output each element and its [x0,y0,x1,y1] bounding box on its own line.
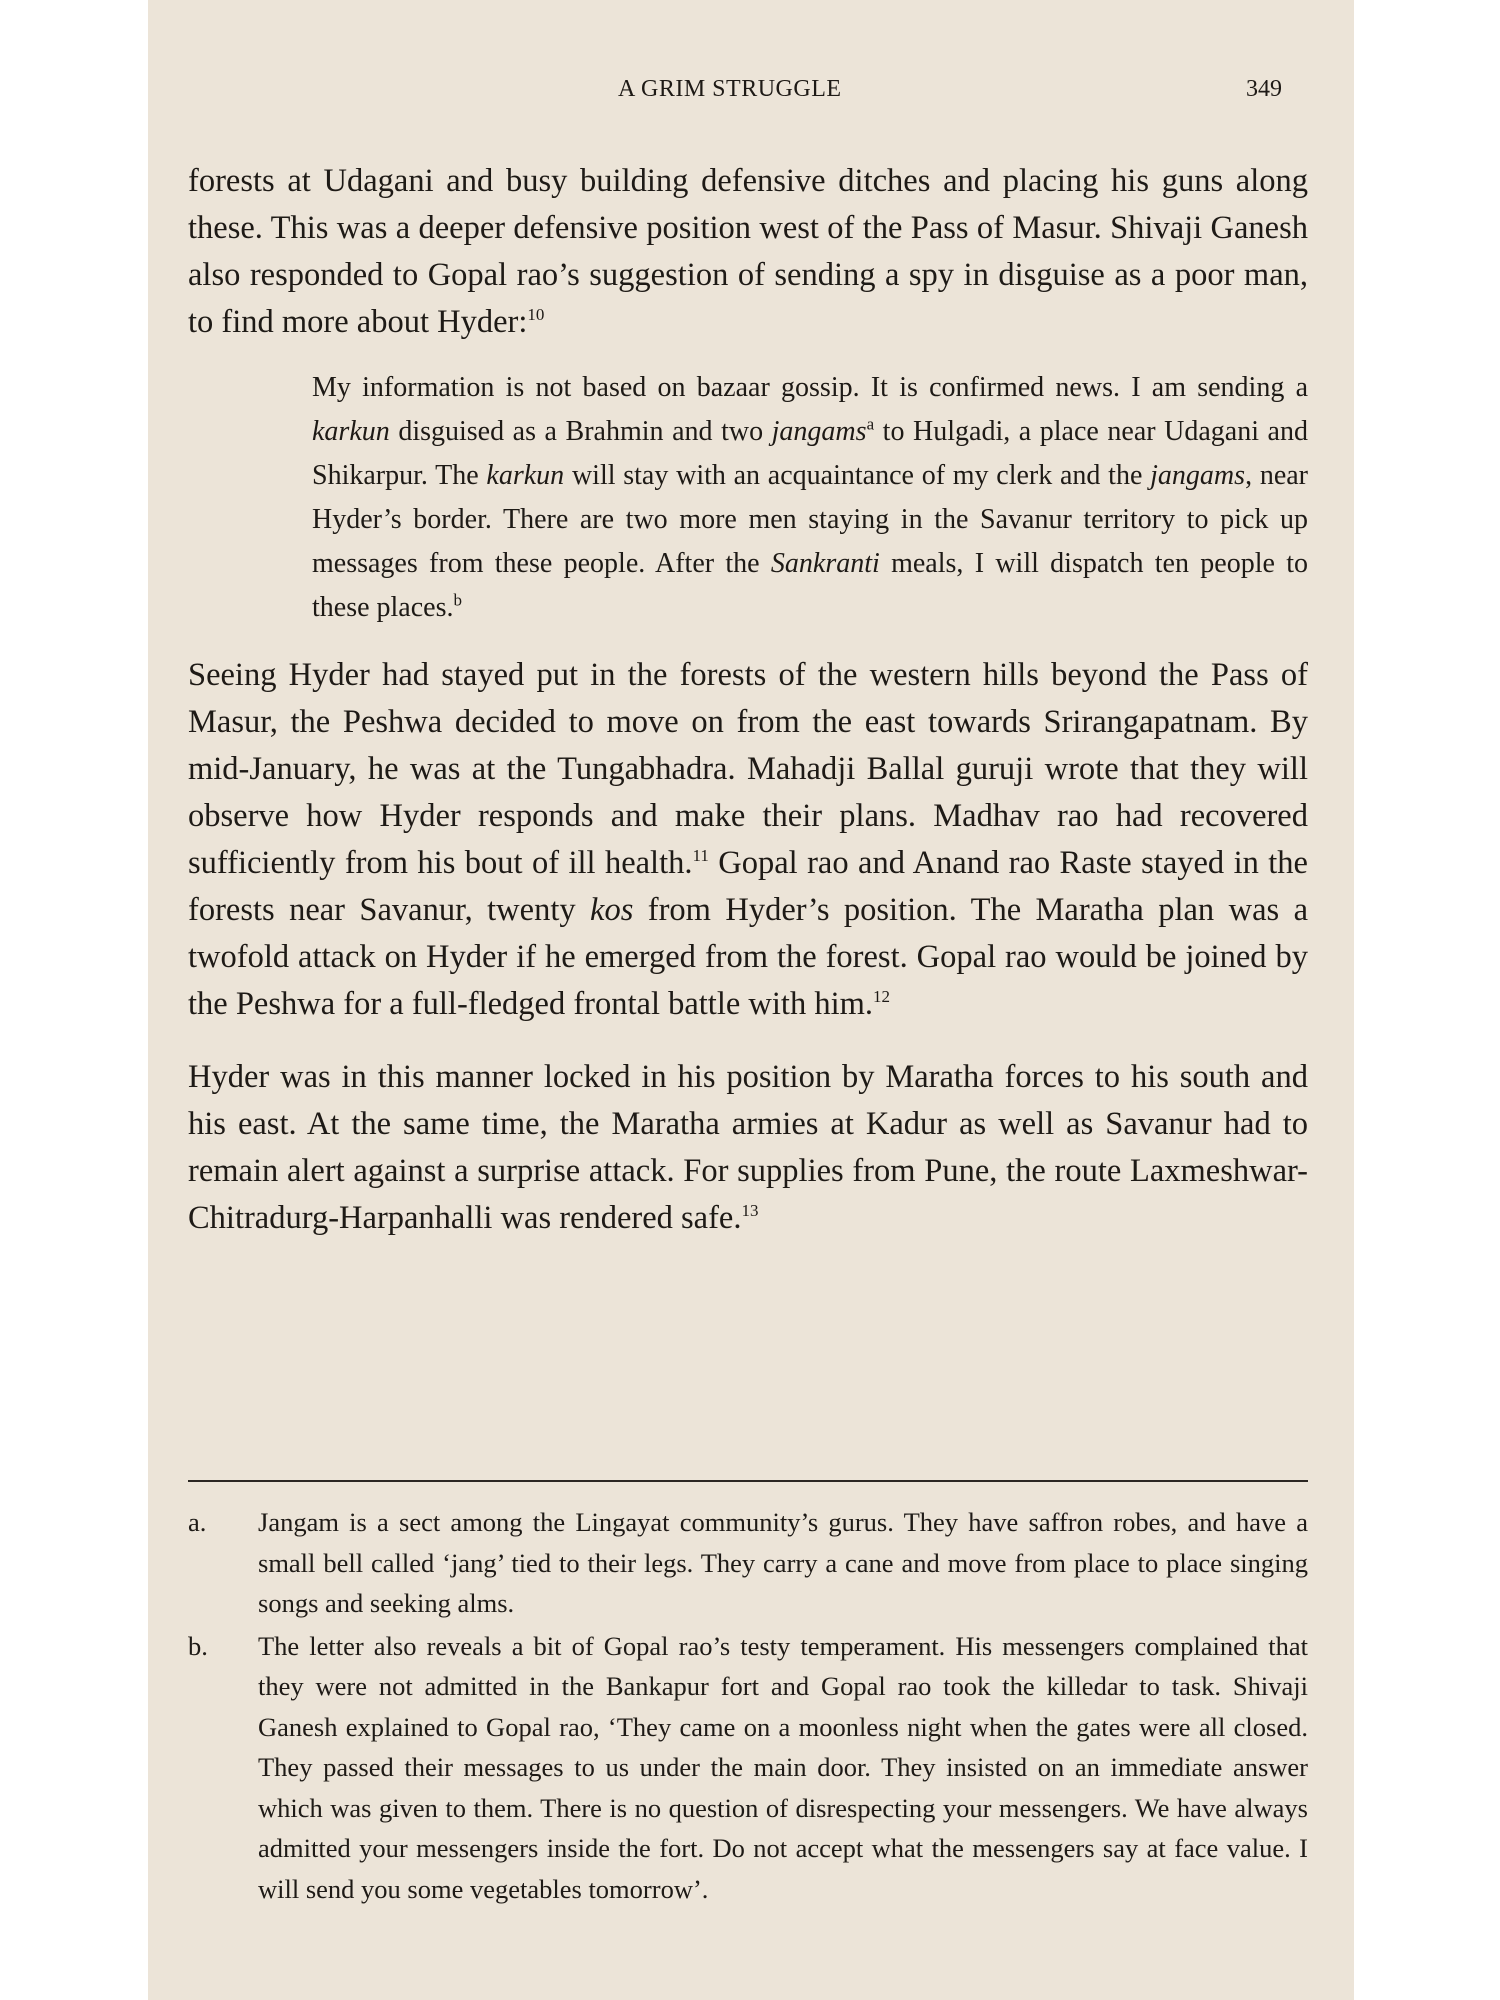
quote-term-karkun: karkun [312,416,390,447]
footnotes [188,1502,1308,1911]
paragraph-2-text: from Hyder’s position. The Maratha plan was a twofold attack on Hyder if he emerged from the forest. Gopal rao would be joined by the Peshwa for a full-fledged frontal battle with him. [188,892,1308,1022]
paragraph-3-text: Hyder was in this manner locked in his position by Maratha forces to his south and his east. At the same time, the Maratha armies at Kadur as well as Savanur had to remain alert against a surprise attack. For supplies from Pune, the route Laxmeshwar-Chitradurg-Harpanhalli was rendered safe. [188,1059,1308,1236]
paragraph-1-text: forests at Udagani and busy building defensive ditches and placing his guns along these. This was a deeper defensive position west of the Pass of Masur. Shivaji Ganesh also responded to Gopal rao’s suggestion of sending a spy in disguise as a poor man, to find more about Hyder: [188,163,1308,340]
note-ref-11: 11 [692,846,709,866]
book-page [148,0,1354,2000]
footnote-divider [188,1480,1308,1482]
note-ref-10: 10 [527,305,545,325]
quote-term-karkun: karkun [486,460,565,491]
running-head: A GRIM STRUGGLE [618,76,842,102]
quote-text: to Hulgadi, a place near Udagani and Shikarpur. The [312,416,1308,491]
note-ref-b: b [453,590,462,610]
paragraph-2 [188,652,1308,1028]
quote-text: My information is not based on bazaar gossip. It is confirmed news. I am sending a [312,372,1308,403]
footnote-text: The letter also reveals a bit of Gopal rao’s testy temperament. His messengers complained that they were not admitted in the Bankapur fort and Gopal rao took the killedar to task. Shivaji Ganesh explained to Gopal rao, ‘They came on a moonless night when the gates were all closed. They passed their messages to us under the main door. They insisted on an immediate answer which was given to them. There is no question of disrespecting your messengers. We have always admitted your messengers inside the fort. Do not accept what the messengers say at face value. I will send you some vegetables tomorrow’. [258,1630,1308,1904]
footnote-b [188,1626,1308,1910]
footnote-marker: b. [188,1630,208,1661]
paragraph-2-text: Gopal rao and Anand rao Raste stayed in the forests near Savanur, twenty [188,845,1308,928]
footnote-a [188,1502,1308,1624]
note-ref-13: 13 [741,1201,759,1221]
footnote-text: Jangam is a sect among the Lingayat community’s gurus. They have saffron robes, and have a small bell called ‘jang’ tied to their legs. They carry a cane and move from place to place singing songs and seeking alms. [258,1507,1308,1618]
page-header [148,72,1354,112]
block-quote [312,366,1308,630]
footnote-marker: a. [188,1507,207,1537]
quote-text: , near Hyder’s border. There are two more men staying in the Savanur territory to pick up messages from these people. After the [312,460,1308,579]
quote-term-jangams: jangams [1150,460,1246,491]
paragraph-gap [188,1028,1308,1054]
term-kos: kos [590,892,634,928]
note-ref-12: 12 [873,987,891,1007]
paragraph-3 [188,1054,1308,1242]
page-number: 349 [1246,76,1282,102]
quote-term-sankranti: Sankranti [770,548,880,579]
paragraph-2-text: Seeing Hyder had stayed put in the forests of the western hills beyond the Pass of Masur, the Peshwa decided to move on from the east towards Srirangapatnam. By mid-January, he was at the Tungabhadra. Mahadji Ballal guruji wrote that they will observe how Hyder responds and make their plans. Madhav rao had recovered sufficiently from his bout of ill health. [188,657,1308,881]
body-text [188,158,1308,1242]
quote-text: meals, I will dispatch ten people to these places. [312,548,1309,623]
quote-text: disguised as a Brahmin and two [389,416,772,447]
quote-term-jangams: jangams [771,416,867,447]
quote-text: will stay with an acquaintance of my clerk and the [564,460,1151,491]
paragraph-1 [188,158,1308,346]
note-ref-a: a [866,414,875,434]
